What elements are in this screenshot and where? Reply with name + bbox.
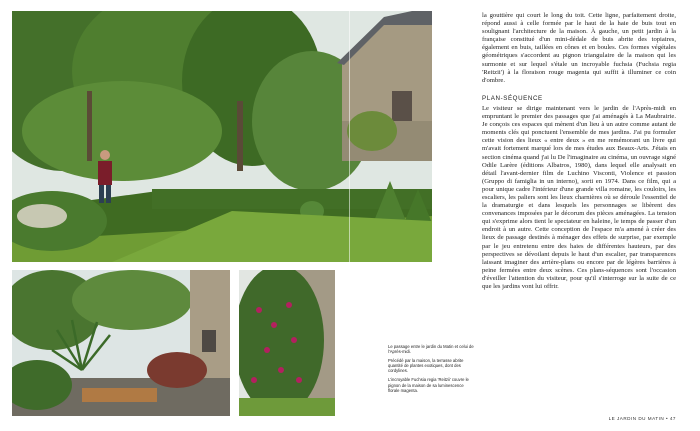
fuchsia-photo [239, 270, 335, 416]
section-heading: PLAN-SÉQUENCE [482, 94, 543, 102]
garden-main-photo [12, 11, 432, 262]
body-text-column [482, 12, 676, 291]
terrace-photo [12, 270, 230, 416]
body-paragraph-plan-sequence: Le visiteur se dirige maintenant vers le jardin de l'Après-midi en empruntant le premier des passages que j'ai aménagés à La Maubrairie. Je conçois ces espaces qui mènent d'un lieu à un autre comme autant de moments clés qui ponctuent l'ensemble de mes jardins. J'ai pu formuler cette vision des lieux « entre deux » en me remémorant un livre qui m'avait fortement marqué lors de mes études aux Beaux-Arts. J'étais en section cinéma quand j'ai lu De l'imaginaire au cinéma, un ouvrage signé Odile Larère (éditions Albatros, 1980), dans lequel elle analysait en détail l'avant-dernier film de Luchino Visconti, Violence et passion (Gruppo di famiglia in un interno), sorti en 1974. Dans ce film, qui a pour unique cadre l'intérieur d'une grande villa romaine, les couloirs, les escaliers, les paliers sont les lieux charnières où se déroule l'essentiel de la dramaturgie et dans lesquels les personnages se libèrent des convenances imposées par le décorum des pièces aménagées. La tension qui s'exprime alors tient le spectateur en haleine, le temps de passer d'un endroit à un autre. Cette conception de l'espace m'a amené à créer des lieux de passage destinés à ménager des effets de surprise, par exemple par le jeu entretenu entre des haies de différentes hauteurs, par des perspectives se dévoilant depuis le haut d'un escalier, par transparences laissant imaginer des arrière-plans ou encore par de légères barrières à peine fermées entre deux scènes. Ces plans-séquences sont l'occasion d'éveiller l'attention du visiteur, pour qu'il s'interroge sur la suite de ce que les jardins vont lui offrir. [482, 104, 676, 290]
caption-fuchsia: L'incroyable Fuchsia regia 'Reitzii' couvre le pignon de la maison de sa luminescence florale magenta. [388, 377, 469, 393]
body-paragraph-intro: la gouttière qui court le long du toit. Cette ligne, parfaitement droite, répond aussi à celle formée par le haut de la haie de buis tout en soulignant l'architecture de la maison. À gauche, un petit jardin à la française constitué d'un mini-dédale de buis abrite des topiaires, également en buis, taillées en cônes et en boules. Ces formes végétales géométriques s'accordent au pignon triangulaire de la maison qui les surmonte et sur lequel s'étale un incroyable fuchsia (Fuchsia regia 'Reitzii') à la floraison rouge magenta qui suffit à illuminer ce coin d'ombre. [482, 12, 676, 84]
page-footer: LE JARDIN DU MATIN • 47 [608, 416, 676, 421]
caption-passage: Le passage entre le jardin du Matin et celui de l'Après-midi. [388, 344, 474, 355]
photo-captions [388, 344, 474, 397]
page-fold-line [349, 11, 350, 262]
caption-terrace: Précédé par la maison, la terrasse abrite quantité de plantes exotiques, dont des cordylines. [388, 358, 464, 374]
